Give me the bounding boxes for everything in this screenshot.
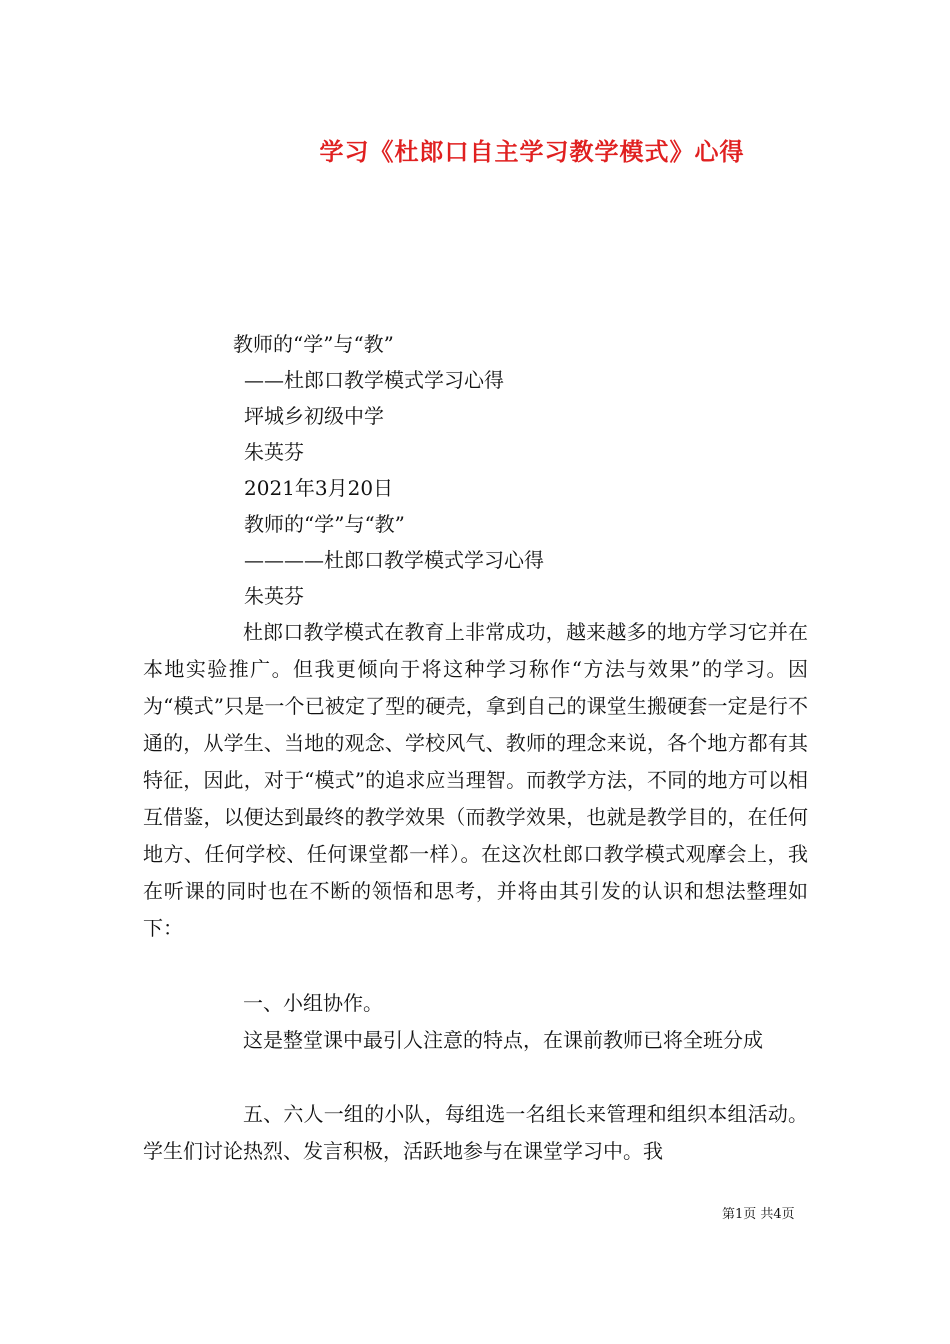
body-paragraph: 这是整堂课中最引人注意的特点，在课前教师已将全班分成 <box>243 1028 763 1052</box>
header-line: 坪城乡初级中学 <box>244 404 384 428</box>
header-line: 朱英芬 <box>244 584 304 608</box>
body-paragraph: 杜郎口教学模式在教育上非常成功，越来越多的地方学习它并在本地实验推广。但我更倾向于将这种学习称作“方法与效果”的学习。因为“模式”只是一个已被定了型的硬壳，拿到自己的课堂生搬硬套一定是行不通的，从学生、当地的观念、学校风气、教师的理念来说，各个地方都有其特征，因此，对于“模式”的追求应当理智。而教学方法，不同的地方可以相互借鉴，以便达到最终的教学效果（而教学效果，也就是教学目的，在任何地方、任何学校、任何课堂都一样）。在这次杜郎口教学模式观摩会上，我在听课的同时也在不断的领悟和思考，并将由其引发的认识和想法整理如下： <box>143 620 808 940</box>
document-title: 学习《杜郎口自主学习教学模式》心得 <box>319 138 745 166</box>
header-line: 教师的“学”与“教” <box>244 512 405 536</box>
header-line: 朱英芬 <box>244 440 304 464</box>
header-line: 2021年3月20日 <box>244 476 394 500</box>
section-heading: 一、小组协作。 <box>243 991 383 1015</box>
header-line: 教师的“学”与“教” <box>233 332 394 356</box>
header-line: ——杜郎口教学模式学习心得 <box>244 368 504 392</box>
page-footer: 第1页 共4页 <box>722 1207 795 1222</box>
header-line: ————杜郎口教学模式学习心得 <box>244 548 544 572</box>
body-paragraph: 五、六人一组的小队，每组选一名组长来管理和组织本组活动。学生们讨论热烈、发言积极，活跃地参与在课堂学习中。我 <box>143 1102 808 1163</box>
